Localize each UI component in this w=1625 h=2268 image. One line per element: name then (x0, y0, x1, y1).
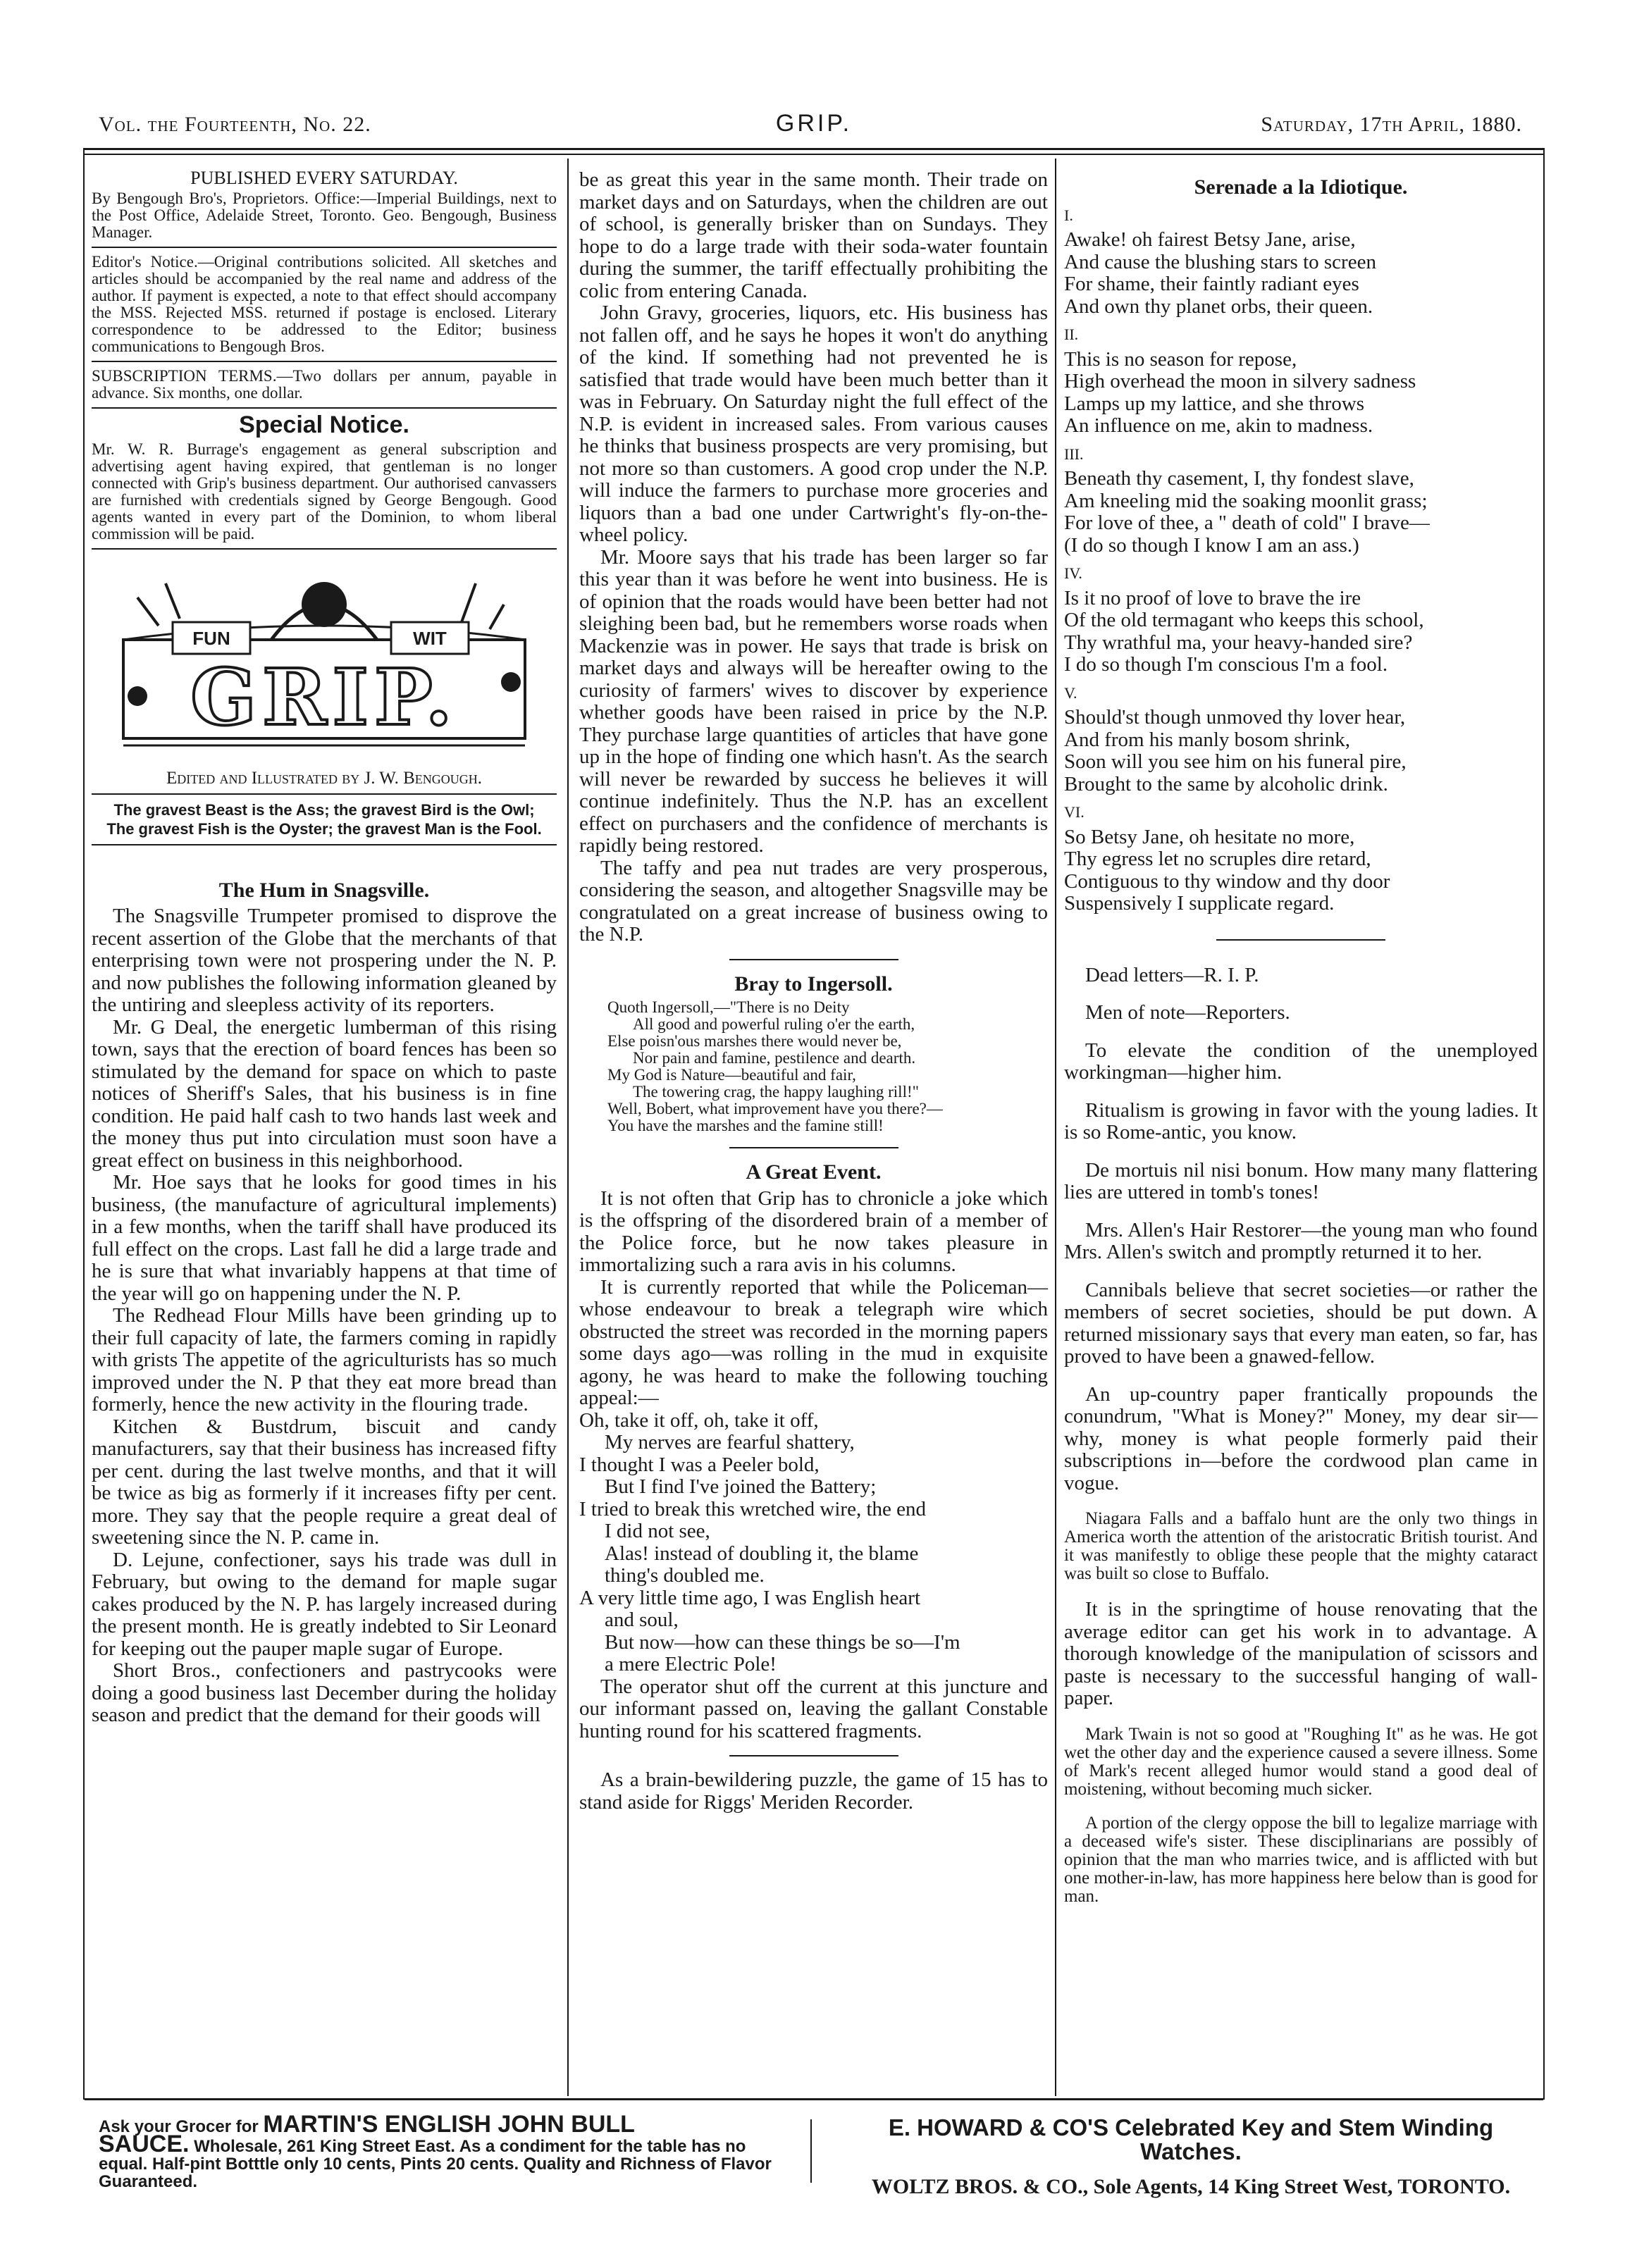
spacer (1064, 1368, 1538, 1384)
serenade-heading: Serenade a la Idiotique. (1194, 175, 1408, 199)
spacer (1064, 1583, 1538, 1599)
poem-line: And own thy planet orbs, their queen. (1064, 295, 1373, 318)
grip-logo-illustration (95, 555, 553, 767)
poem-line: And cause the blushing stars to screen (1064, 250, 1376, 273)
volume-number: Vol. the Fourteenth, No. 22. (99, 113, 371, 136)
paper-title: GRIP. (775, 110, 853, 137)
event-paragraph: The operator shut off the current at this juncture and our informant passed on, leaving the gallant Constable hunting round for his scattered fragments. (579, 1675, 1048, 1742)
ad-sauce-word: SAUCE. (99, 2131, 190, 2157)
poem-line: (I do so though I know I am an ass.) (1064, 533, 1359, 557)
spacer (92, 851, 557, 872)
spacer (1064, 1084, 1538, 1100)
ad-watches-title: E. HOWARD & CO'S Celebrated Key and Stem Winding Watches. (888, 2114, 1494, 2164)
paragraph-money: An up-country paper frantically propounds the conundrum, "What is Money?" Money, my dear sir—why, money is what people formerly paid their subscriptions in—before the cordwood plan came in vogue. (1064, 1382, 1538, 1494)
stanza-number: III. (1064, 445, 1084, 463)
paragraph-mortuis: De mortuis nil nisi bonum. How many many flattering lies are uttered in tomb's tones! (1064, 1158, 1538, 1203)
paragraph-clergy: A portion of the clergy oppose the bill to legalize marriage with a deceased wife's sister. These disciplinarians are possibly of opinion that the man who marries twice, and is afflicted with but one mother-in-law, has more happiness here below than is good for man. (1064, 1813, 1538, 1906)
hum-paragraph: Mr. G Deal, the energetic lumberman of this rising town, says that the erection of board fences has been so stimulated by the demand for space on which to paste notices of Sheriff's Sales, that his business is in fine condition. He paid half cash to two hands last week and the money thus put into circulation must soon have a great effect on business in this neighborhood. (92, 1015, 557, 1172)
divider (92, 548, 557, 550)
masthead (85, 106, 1543, 148)
footer-rule (85, 2098, 1543, 2100)
poem-line: thing's doubled me. (605, 1564, 765, 1587)
serenade-poem (1064, 204, 1538, 915)
hum-paragraph: Mr. Moore says that his trade has been larger so far this year than it was before he went into business. He is of opinion that the roads would have been better had not sleighing been bad, but he remembers worse roads when Mackenzie was in power. He says that trade is brisk on market days and always will be hereafter owing to the curiosity of farmers' wives to discover by experience whether goods have been raised in price by the N.P. They purchase large quantities of articles that have gone up in the hope of finding one which hasn't. As the search will never be rewarded by success he believes it will continue indefinitely. Thus the N.P. has an excellent effect on purchasers and the confidence of merchants is rapidly being restored. (579, 545, 1048, 857)
ad-sauce-intro: Ask your Grocer for (99, 2117, 259, 2136)
divider (92, 793, 557, 795)
spacer (1064, 1024, 1538, 1040)
poem-line: A very little time ago, I was English heart (579, 1586, 921, 1609)
masthead-rule-top (85, 148, 1543, 150)
bray-heading: Bray to Ingersoll. (734, 972, 893, 996)
ad-sauce-details: Wholesale, 261 King Street East. As a condiment for the table has no equal. Half-pint Botttle only 10 cents, Pints 20 cents. Quality and Richness of Flavor Guaranteed. (99, 2137, 772, 2191)
poem-line: Else poisn'ous marshes there would never be, (607, 1032, 902, 1050)
bray-poem (579, 999, 1048, 1134)
divider (729, 1755, 898, 1756)
hum-paragraph: John Gravy, groceries, liquors, etc. His business has not fallen off, and he says he hopes it won't do anything of the kind. If something had not prevented he is satisfied that trade would have been much better than it was in February. On Saturday night the full effect of the N.P. is evident in increased sales. From various causes he thinks that business prospects are very promising, but not more so than customers. A good crop under the N.P. will induce the farmers to purchase more groceries and liquors than a bad one under Cartwright's fly-on-the-wheel policy. (579, 302, 1048, 546)
poem-line: I do so though I'm conscious I'm a fool. (1064, 653, 1388, 676)
logo-grip-title: GRIP. (190, 651, 458, 743)
poem-line: This is no season for repose, (1064, 347, 1297, 371)
event-poem (579, 1410, 1048, 1676)
divider (729, 1147, 898, 1148)
poem-line: Is it no proof of love to brave the ire (1064, 586, 1361, 609)
column-rule-right (1055, 159, 1056, 2096)
stanza-number: VI. (1064, 803, 1085, 821)
editors-notice: Editor's Notice.—Original contributions solicited. All sketches and articles should be accompanied by the real name and address of the author. If payment is expected, a note to that effect should accompany the MSS. Rejected MSS. returned if postage is enclosed. Literary correspondence to be addressed to the Editor; business communications to Bengough Bros. (92, 253, 557, 355)
page-border-right (1543, 148, 1545, 2100)
poem-line: Beneath thy casement, I, thy fondest slave, (1064, 467, 1414, 490)
spacer (1064, 1494, 1538, 1510)
hum-paragraph: The Redhead Flour Mills have been grinding up to their full capacity of late, the farmers coming in rapidly with grists The appetite of the agriculturists has so much improved under the N. P that they eat more bread than formerly, hence the new activity in the flouring trade. (92, 1304, 557, 1415)
spacer (1064, 986, 1538, 1002)
special-notice-text: Mr. W. R. Burrage's engagement as general subscription and advertising agent having expired, that gentleman is no longer connected with Grip's business department. Our authorised canvassers are furnished with credentials signed by George Bengough. Good agents wanted in every part of the Dominion, to whom liberal commission will be paid. (92, 440, 557, 543)
poem-line: Thy wrathful ma, your heavy-handed sire? (1064, 631, 1413, 654)
poem-line: And from his manly bosom shrink, (1064, 728, 1350, 751)
paragraph-allen: Mrs. Allen's Hair Restorer—the young man who found Mrs. Allen's switch and promptly returned it to her. (1064, 1218, 1538, 1263)
hum-heading: The Hum in Snagsville. (218, 878, 430, 902)
poem-line: Oh, take it off, oh, take it off, (579, 1408, 819, 1432)
poem-line: Lamps up my lattice, and she throws (1064, 392, 1365, 415)
event-paragraph: It is not often that Grip has to chronicle a joke which is the offspring of the disordered brain of a member of the Police force, but he now takes pleasure in immortalizing such a rara avis in his columns. (579, 1186, 1048, 1276)
hum-continued: be as great this year in the same month. Their trade on market days and on Saturdays, when the children are out of school, is generally brisker than on Sundays. They hope to do a large trade with their soda-water fountain during the summer, the tariff effectually prohibiting the colic from entering Canada. (579, 168, 1048, 302)
subscription-terms: SUBSCRIPTION TERMS.—Two dollars per annum, payable in advance. Six months, one dollar. (92, 367, 557, 402)
divider (729, 959, 898, 960)
poem-line: I tried to break this wretched wire, the end (579, 1497, 927, 1520)
masthead-rule-bottom (85, 154, 1543, 155)
ad-sauce-brand: MARTIN'S ENGLISH JOHN BULL (263, 2111, 635, 2138)
divider (92, 407, 557, 409)
poem-line: Am kneeling mid the soaking moonlit grass; (1064, 489, 1428, 512)
poem-line: For love of thee, a " death of cold" I brave— (1064, 512, 1430, 534)
poem-line: and soul, (605, 1609, 679, 1631)
published-notice: PUBLISHED EVERY SATURDAY. (190, 168, 458, 188)
puzzle-note: As a brain-bewildering puzzle, the game of 15 has to stand aside for Riggs' Meriden Recorder. (579, 1768, 1048, 1814)
special-notice-heading: Special Notice. (239, 411, 409, 438)
divider (92, 247, 557, 248)
motto-line-1: The gravest Beast is the Ass; the gravest Bird is the Owl; (113, 800, 535, 819)
spacer (1064, 1204, 1538, 1220)
poem-line: But I find I've joined the Battery; (605, 1475, 877, 1498)
spacer (1064, 1799, 1538, 1814)
logo-wit-label: WIT (413, 627, 447, 649)
poem-line: Soon will you see him on his funeral pire, (1064, 750, 1407, 773)
poem-line: Should'st though unmoved thy lover hear, (1064, 706, 1406, 729)
poem-line: High overhead the moon in silvery sadness (1064, 370, 1416, 392)
poem-line: All good and powerful ruling o'er the earth, (633, 1015, 915, 1033)
paragraph-ritualism: Ritualism is growing in favor with the young ladies. It is so Rome-antic, you know. (1064, 1098, 1538, 1144)
hum-paragraph: Mr. Hoe says that he looks for good times in his business, (the manufacture of agricultural implements) in a few months, when the tariff shall have produced its full effect on the crops. Last fall he did a large trade and he is sure that what invariably happens at that time of the year will go on happening under the N. P. (92, 1171, 557, 1305)
paragraph-elevate: To elevate the condition of the unemployed workingman—higher him. (1064, 1039, 1538, 1084)
paragraph-cannibals: Cannibals believe that secret societies—or rather the members of secret societies, should be put down. A returned missionary says that every man eaten, so far, has proved to have been a gnawed-fellow. (1064, 1278, 1538, 1368)
paragraph-springtime: It is in the springtime of house renovating that the average editor can get his work in to advantage. A thorough knowledge of the manipulation of scissors and paste is necessary to the successful hanging of wall-paper. (1064, 1598, 1538, 1709)
footer-ad-divider (810, 2119, 812, 2183)
poem-line: My nerves are fearful shattery, (605, 1431, 855, 1454)
ad-watches-agents: WOLTZ BROS. & CO., Sole Agents, 14 King Street West, TORONTO. (871, 2175, 1511, 2198)
issue-date: Saturday, 17th April, 1880. (1261, 113, 1522, 136)
paragraph-men-of-note: Men of note—Reporters. (1085, 1001, 1290, 1024)
poem-line: Alas! instead of doubling it, the blame (605, 1542, 919, 1565)
paragraph-dead-letters: Dead letters—R. I. P. (1085, 963, 1259, 986)
event-heading: A Great Event. (746, 1160, 882, 1184)
poem-line: But now—how can these things be so—I'm (605, 1630, 960, 1654)
column-2 (579, 169, 1048, 1814)
stanza-number: IV. (1064, 564, 1082, 582)
edited-by: Edited and Illustrated by J. W. Bengough. (166, 768, 483, 788)
logo-fun-label: FUN (192, 627, 230, 649)
spacer (1064, 1710, 1538, 1725)
poem-line: Quoth Ingersoll,—"There is no Deity (607, 998, 850, 1016)
poem-line: My God is Nature—beautiful and fair, (607, 1066, 856, 1084)
poem-line: Brought to the same by alcoholic drink. (1064, 772, 1388, 795)
page-border-left (83, 148, 85, 2100)
stanza-number: I. (1064, 206, 1073, 224)
poem-line: a mere Electric Pole! (605, 1653, 777, 1675)
divider (1216, 939, 1385, 941)
event-paragraph: It is currently reported that while the Policeman—whose endeavour to break a telegraph wire which obstructed the street was recorded in the morning papers some days ago—was rolling in the mud in exquisite agony, he was heard to make the following touching appeal:— (579, 1275, 1048, 1409)
hum-paragraph: Short Bros., confectioners and pastrycooks were doing a good business last December during the holiday season and predict that the demand for their goods will (92, 1659, 557, 1726)
poem-line: Well, Bobert, what improvement have you there?— (607, 1100, 943, 1117)
motto-line-2: The gravest Fish is the Oyster; the gravest Man is the Fool. (106, 819, 542, 838)
column-3 (1064, 169, 1538, 1906)
divider (92, 361, 557, 362)
poem-line: Awake! oh fairest Betsy Jane, arise, (1064, 228, 1356, 251)
hum-paragraph: Kitchen & Bustdrum, biscuit and candy manufacturers, say that their business has increased fifty per cent. during the last twelve months, and that it will be twice as big as formerly if it increases fifty per cent. more. They say that the people require a great deal of sweetening since the N. P. came in. (92, 1415, 557, 1549)
stanza-number: II. (1064, 326, 1079, 343)
paragraph-niagara: Niagara Falls and a baffalo hunt are the only two things in America worth the attention of the aristocratic British tourist. And it was manifestly to oblige these people that the mighty cataract was built so close to Buffalo. (1064, 1509, 1538, 1583)
hum-paragraph: D. Lejune, confectioner, says his trade was dull in February, but owing to the demand for maple sugar cakes produced by the N. P. has largely increased during the present month. He is greatly indebted to Sir Leonard for keeping out the pauper maple sugar of Europe. (92, 1548, 557, 1660)
spacer (1064, 1144, 1538, 1160)
paragraph-twain: Mark Twain is not so good at "Roughing It" as he was. He got wet the other day and the experience caused a severe illness. Some of Mark's recent alleged humor would stand a good deal of moistening, without becoming much sicker. (1064, 1724, 1538, 1799)
publisher-info: By Bengough Bro's, Proprietors. Office:—Imperial Buildings, next to the Post Office, Adelaide Street, Toronto. Geo. Bengough, Business Manager. (92, 190, 557, 241)
poem-line: Of the old termagant who keeps this school, (1064, 609, 1424, 631)
poem-line: For shame, their faintly radiant eyes (1064, 273, 1359, 295)
divider (92, 844, 557, 845)
poem-line: You have the marshes and the famine still! (607, 1117, 884, 1134)
footer-ad-sauce (99, 2111, 775, 2191)
spacer (1064, 1264, 1538, 1279)
poem-line: Suspensively I supplicate regard. (1064, 892, 1335, 915)
poem-line: I did not see, (605, 1520, 710, 1542)
column-1 (92, 169, 557, 1727)
footer-ad-watches (839, 2116, 1543, 2199)
poem-line: The towering crag, the happy laughing rill!" (633, 1083, 920, 1101)
poem-line: I thought I was a Peeler bold, (579, 1453, 820, 1476)
poem-line: An influence on me, akin to madness. (1064, 414, 1373, 437)
poem-line: Thy egress let no scruples dire retard, (1064, 848, 1371, 870)
hum-paragraph: The taffy and pea nut trades are very prosperous, considering the season, and altogether Snagsville may be congratulated on a great increase of business owing to the N.P. (579, 856, 1048, 946)
column-rule-left (567, 159, 569, 2096)
hum-paragraph: The Snagsville Trumpeter promised to disprove the recent assertion of the Globe that the merchants of that enterprising town were not prospering under the N. P. and now publishes the following information gleaned by the untiring and sleepless activity of its reporters. (92, 905, 557, 1016)
poem-line: Nor pain and famine, pestilence and dearth. (633, 1049, 916, 1067)
stanza-number: V. (1064, 683, 1077, 702)
poem-line: So Betsy Jane, oh hesitate no more, (1064, 825, 1355, 848)
poem-line: Contiguous to thy window and thy door (1064, 869, 1390, 893)
